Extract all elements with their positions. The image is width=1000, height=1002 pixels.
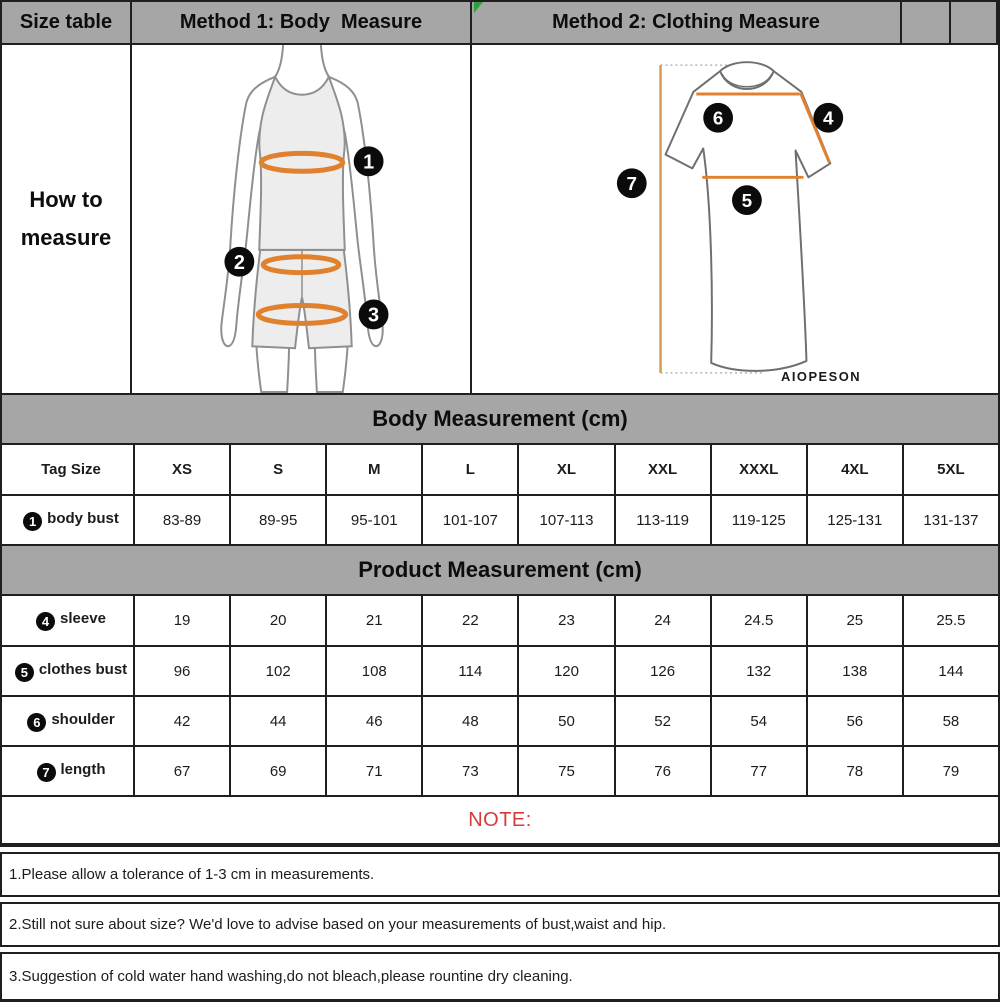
cell: 56: [807, 696, 903, 746]
cell: 25.5: [903, 596, 999, 646]
body-bust-row: [1, 495, 999, 545]
cell: 54: [711, 696, 807, 746]
svg-text:1: 1: [363, 151, 375, 174]
cell: 48: [422, 696, 518, 746]
cell: 96: [134, 646, 230, 696]
svg-text:2: 2: [233, 251, 245, 274]
note-item-1: 1.Please allow a tolerance of 1-3 cm in measurements.: [0, 852, 1000, 897]
circled-4-icon: 4: [36, 612, 55, 631]
marker-3: [359, 300, 389, 330]
cell: 71: [326, 746, 422, 796]
body-measurement-band: Body Measurement (cm): [0, 395, 1000, 445]
svg-text:5: 5: [741, 189, 753, 211]
cell: 67: [134, 746, 230, 796]
brand-label: AIOPESON: [781, 368, 862, 384]
size-header: L: [422, 445, 518, 495]
product-measurement-table: [0, 596, 1000, 797]
marker-5: [732, 185, 762, 215]
cell: 101-107: [422, 495, 518, 545]
cell: 76: [615, 746, 711, 796]
size-header: XS: [134, 445, 230, 495]
size-header: XXL: [615, 445, 711, 495]
size-header: XXXL: [711, 445, 807, 495]
cell: 20: [230, 596, 326, 646]
top-header-row: [0, 0, 1000, 45]
circled-5-icon: 5: [15, 663, 34, 682]
cell: 120: [518, 646, 614, 696]
method2-title: Method 2: Clothing Measure: [472, 2, 902, 43]
cell: 108: [326, 646, 422, 696]
cell: 114: [422, 646, 518, 696]
size-header: M: [326, 445, 422, 495]
cell: 89-95: [230, 495, 326, 545]
marker-2: [224, 247, 254, 277]
size-header: 4XL: [807, 445, 903, 495]
green-corner-flag-icon: [474, 2, 483, 13]
how-to-measure-line1: How to: [29, 186, 103, 212]
cell: 113-119: [615, 495, 711, 545]
cell: 73: [422, 746, 518, 796]
cell: 126: [615, 646, 711, 696]
cell: 79: [903, 746, 999, 796]
svg-text:6: 6: [712, 107, 724, 129]
cell: 46: [326, 696, 422, 746]
sleeve-label: 4 sleeve: [1, 596, 134, 646]
product-measurement-band: Product Measurement (cm): [0, 546, 1000, 596]
cell: 23: [518, 596, 614, 646]
shoulder-row: [1, 696, 999, 746]
cell: 50: [518, 696, 614, 746]
clothes-bust-label: 5 clothes bust: [1, 646, 134, 696]
diagram-row: [0, 45, 1000, 395]
svg-text:4: 4: [823, 107, 834, 129]
note-item-3: 3.Suggestion of cold water hand washing,do not bleach,please rountine dry cleaning.: [0, 952, 1000, 1002]
svg-text:7: 7: [626, 173, 638, 195]
header-empty-cell-1: [902, 2, 951, 43]
length-label: 7 length: [1, 746, 134, 796]
cell: 24: [615, 596, 711, 646]
cell: 22: [422, 596, 518, 646]
cell: 58: [903, 696, 999, 746]
header-empty-cell-2: [951, 2, 998, 43]
marker-6: [703, 103, 733, 133]
marker-4: [813, 103, 843, 133]
size-header: S: [230, 445, 326, 495]
length-row: [1, 746, 999, 796]
cell: 44: [230, 696, 326, 746]
cell: 107-113: [518, 495, 614, 545]
how-to-measure-label: [2, 45, 132, 393]
marker-7: [617, 168, 647, 198]
size-table-title: Size table: [2, 2, 132, 43]
cell: 119-125: [711, 495, 807, 545]
size-header: XL: [518, 445, 614, 495]
cell: 19: [134, 596, 230, 646]
cell: 24.5: [711, 596, 807, 646]
clothes-bust-row: [1, 646, 999, 696]
cell: 83-89: [134, 495, 230, 545]
tshirt-image: [472, 45, 998, 393]
svg-text:3: 3: [368, 304, 380, 327]
cell: 125-131: [807, 495, 903, 545]
size-header: 5XL: [903, 445, 999, 495]
note-item-2: 2.Still not sure about size? We'd love to advise based on your measurements of bust,waist and hip.: [0, 902, 1000, 947]
tag-size-row: [1, 445, 999, 495]
body-bust-label: 1 body bust: [1, 495, 134, 545]
cell: 21: [326, 596, 422, 646]
cell: 77: [711, 746, 807, 796]
cell: 78: [807, 746, 903, 796]
cell: 131-137: [903, 495, 999, 545]
cell: 132: [711, 646, 807, 696]
cell: 69: [230, 746, 326, 796]
body-measure-diagram: [132, 45, 472, 393]
marker-1: [354, 146, 384, 176]
cell: 52: [615, 696, 711, 746]
cell: 25: [807, 596, 903, 646]
cell: 95-101: [326, 495, 422, 545]
circled-7-icon: 7: [37, 763, 56, 782]
circled-6-icon: 6: [27, 713, 46, 732]
cell: 75: [518, 746, 614, 796]
clothing-measure-diagram: [472, 45, 998, 393]
cell: 42: [134, 696, 230, 746]
shoulder-label: 6 shoulder: [1, 696, 134, 746]
body-silhouette-image: [132, 45, 472, 393]
cell: 102: [230, 646, 326, 696]
circled-1-icon: 1: [23, 512, 42, 531]
body-measurement-table: [0, 445, 1000, 546]
cell: 144: [903, 646, 999, 696]
method1-title: Method 1: Body Measure: [132, 2, 472, 43]
note-title: NOTE:: [0, 797, 1000, 847]
cell: 138: [807, 646, 903, 696]
tag-size-label: Tag Size: [1, 445, 134, 495]
how-to-measure-line2: measure: [20, 225, 112, 250]
sleeve-row: [1, 596, 999, 646]
